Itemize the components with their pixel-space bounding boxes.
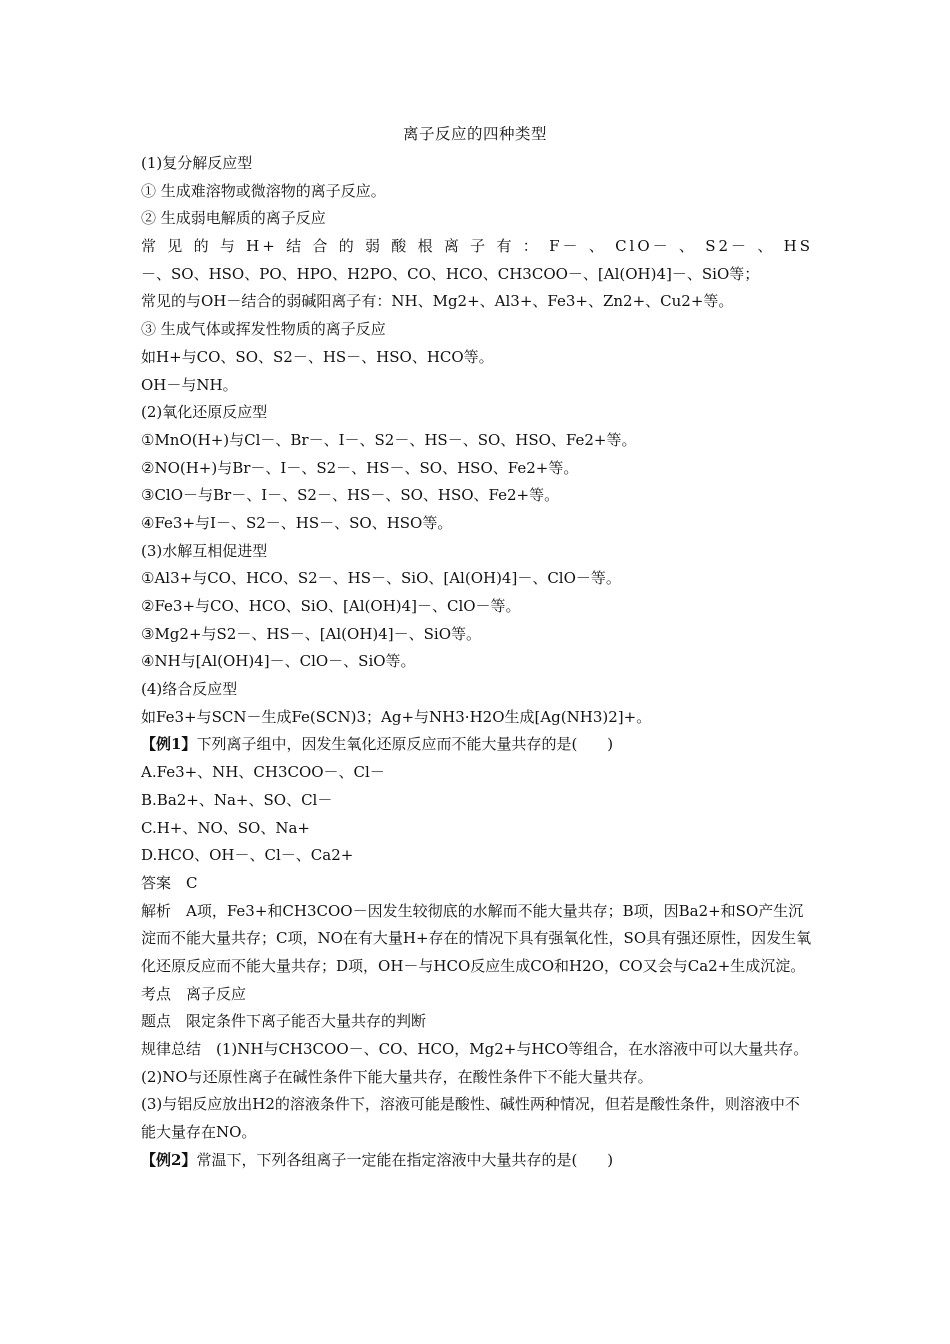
answer: 答案 C: [141, 873, 198, 892]
rule-summary-1: 规律总结 (1)NH与CH3COO－、CO、HCO，Mg2+与HCO等组合，在水溶液中可以大量共存。: [141, 1040, 809, 1059]
option-b: B.Ba2+、Na+、SO、Cl－: [141, 790, 333, 809]
analysis: 解析 A项，Fe3+和CH3COO－因发生较彻底的水解而不能大量共存；B项，因Ba2+和SO产生沉淀而不能大量共存；C项，NO在有大量H+存在的情况下具有强氧化性，SO具有强还原性，因发生氧化还原反应而不能大量共存；D项，OH－与HCO反应生成CO和H2O，CO又会与Ca2+生成沉淀。: [141, 901, 812, 975]
example-2-question: [141, 1147, 813, 1175]
text-line: ① 生成难溶物或微溶物的离子反应。: [141, 181, 386, 200]
example-1-question-text: 下列离子组中，因发生氧化还原反应而不能大量共存的是( ): [196, 735, 614, 754]
text-line: ①MnO(H+)与Cl－、Br－、I－、S2－、HS－、SO、HSO、Fe2+等。: [141, 430, 637, 449]
example-1-tag: 【例1】: [141, 735, 197, 754]
text-line: ② 生成弱电解质的离子反应: [141, 209, 326, 228]
text-line: ④Fe3+与I－、S2－、HS－、SO、HSO等。: [141, 513, 453, 532]
text-line: ③ 生成气体或挥发性物质的离子反应: [141, 320, 386, 339]
text-line: ②Fe3+与CO、HCO、SiO、[Al(OH)4]－、ClO－等。: [141, 597, 521, 615]
text-line: －、SO、HSO、PO、HPO、H2PO、CO、HCO、CH3COO－、[Al(OH)4]－、SiO等；: [141, 264, 760, 283]
text-line: ③Mg2+与S2－、HS－、[Al(OH)4]－、SiO等。: [141, 624, 482, 643]
option-c: C.H+、NO、SO、Na+: [141, 818, 310, 837]
document-body: [141, 150, 813, 1175]
rule-summary-3: (3)与铝反应放出H2的溶液条件下，溶液可能是酸性、碱性两种情况，但若是酸性条件，则溶液中不能大量存在NO。: [141, 1095, 800, 1142]
example-1-question: [141, 731, 813, 759]
text-line: 常见的与H+结合的弱酸根离子有：F－、ClO－、S2－、HS: [141, 237, 813, 256]
text-line: ②NO(H+)与Br－、I－、S2－、HS－、SO、HSO、Fe2+等。: [141, 458, 579, 477]
option-a: A.Fe3+、NH、CH3COO－、Cl－: [141, 763, 385, 782]
kaodian: 考点 离子反应: [141, 984, 247, 1003]
section-heading-3: (3)水解互相促进型: [141, 541, 268, 560]
text-line: OH－与NH。: [141, 375, 238, 394]
section-heading-1: (1)复分解反应型: [141, 154, 253, 172]
example-2-question-text: 常温下，下列各组离子一定能在指定溶液中大量共存的是( ): [196, 1150, 614, 1169]
text-line: ④NH与[Al(OH)4]－、ClO－、SiO等。: [141, 652, 416, 671]
example-2-tag: 【例2】: [141, 1150, 197, 1169]
text-line: 如Fe3+与SCN－生成Fe(SCN)3；Ag+与NH3·H2O生成[Ag(NH3)2]+。: [141, 707, 652, 726]
text-line: ①Al3+与CO、HCO、S2－、HS－、SiO、[Al(OH)4]－、ClO－等。: [141, 569, 621, 588]
section-heading-2: (2)氧化还原反应型: [141, 403, 268, 422]
tidian: 题点 限定条件下离子能否大量共存的判断: [141, 1012, 427, 1031]
text-line: 如H+与CO、SO、S2－、HS－、HSO、HCO等。: [141, 347, 494, 366]
option-d: D.HCO、OH－、Cl－、Ca2+: [141, 846, 354, 865]
rule-summary-2: (2)NO与还原性离子在碱性条件下能大量共存，在酸性条件下不能大量共存。: [141, 1067, 653, 1086]
text-line: ③ClO－与Br－、I－、S2－、HS－、SO、HSO、Fe2+等。: [141, 486, 560, 505]
page-title: 离子反应的四种类型: [402, 125, 547, 143]
section-heading-4: (4)络合反应型: [141, 680, 238, 699]
text-line: 常见的与OH－结合的弱碱阳离子有：NH、Mg2+、Al3+、Fe3+、Zn2+、Cu2+等。: [141, 292, 734, 311]
